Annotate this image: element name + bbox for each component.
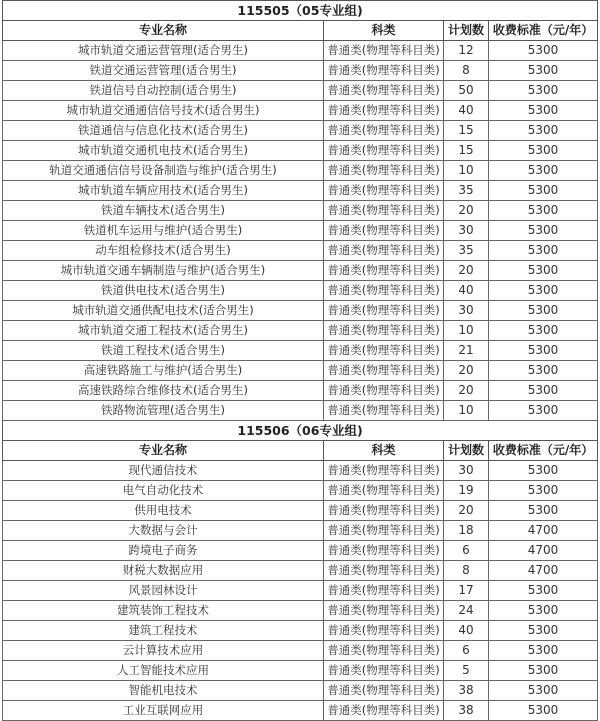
fee-cell: 5300 bbox=[489, 261, 598, 281]
plan-count-cell: 12 bbox=[444, 41, 489, 61]
table-row bbox=[3, 261, 598, 281]
major-name-cell: 跨境电子商务 bbox=[3, 541, 324, 561]
plan-count-cell: 10 bbox=[444, 321, 489, 341]
plan-count-cell: 10 bbox=[444, 161, 489, 181]
fee-cell: 5300 bbox=[489, 681, 598, 701]
table-row bbox=[3, 681, 598, 701]
category-cell: 普通类(物理等科目类) bbox=[324, 461, 444, 481]
category-cell: 普通类(物理等科目类) bbox=[324, 481, 444, 501]
plan-count-cell: 20 bbox=[444, 201, 489, 221]
plan-count-cell: 15 bbox=[444, 121, 489, 141]
plan-count-cell: 10 bbox=[444, 401, 489, 421]
table-row bbox=[3, 341, 598, 361]
plan-count-cell: 20 bbox=[444, 361, 489, 381]
fee-cell: 5300 bbox=[489, 701, 598, 721]
table-row bbox=[3, 81, 598, 101]
header-major-name: 专业名称 bbox=[3, 441, 324, 461]
table-row bbox=[3, 381, 598, 401]
plan-count-cell: 8 bbox=[444, 61, 489, 81]
plan-count-cell: 15 bbox=[444, 141, 489, 161]
plan-count-cell: 24 bbox=[444, 601, 489, 621]
category-cell: 普通类(物理等科目类) bbox=[324, 101, 444, 121]
plan-count-cell: 40 bbox=[444, 621, 489, 641]
category-cell: 普通类(物理等科目类) bbox=[324, 301, 444, 321]
fee-cell: 5300 bbox=[489, 581, 598, 601]
table-row bbox=[3, 581, 598, 601]
table-row bbox=[3, 361, 598, 381]
fee-cell: 5300 bbox=[489, 221, 598, 241]
table-row bbox=[3, 161, 598, 181]
major-name-cell: 城市轨道交通车辆制造与维护(适合男生) bbox=[3, 261, 324, 281]
major-name-cell: 供用电技术 bbox=[3, 501, 324, 521]
plan-count-cell: 6 bbox=[444, 541, 489, 561]
fee-cell: 5300 bbox=[489, 61, 598, 81]
fee-cell: 5300 bbox=[489, 481, 598, 501]
category-cell: 普通类(物理等科目类) bbox=[324, 581, 444, 601]
header-fee: 收费标准（元/年） bbox=[489, 21, 598, 41]
category-cell: 普通类(物理等科目类) bbox=[324, 561, 444, 581]
category-cell: 普通类(物理等科目类) bbox=[324, 601, 444, 621]
fee-cell: 5300 bbox=[489, 501, 598, 521]
fee-cell: 5300 bbox=[489, 621, 598, 641]
category-cell: 普通类(物理等科目类) bbox=[324, 281, 444, 301]
fee-cell: 5300 bbox=[489, 121, 598, 141]
major-name-cell: 动车组检修技术(适合男生) bbox=[3, 241, 324, 261]
plan-count-cell: 8 bbox=[444, 561, 489, 581]
plan-count-cell: 30 bbox=[444, 461, 489, 481]
category-cell: 普通类(物理等科目类) bbox=[324, 61, 444, 81]
plan-count-cell: 20 bbox=[444, 381, 489, 401]
plan-count-cell: 5 bbox=[444, 661, 489, 681]
fee-cell: 5300 bbox=[489, 81, 598, 101]
fee-cell: 5300 bbox=[489, 461, 598, 481]
table-row bbox=[3, 101, 598, 121]
major-name-cell: 城市轨道交通运营管理(适合男生) bbox=[3, 41, 324, 61]
table-row bbox=[3, 481, 598, 501]
category-cell: 普通类(物理等科目类) bbox=[324, 381, 444, 401]
plan-count-cell: 19 bbox=[444, 481, 489, 501]
fee-cell: 5300 bbox=[489, 301, 598, 321]
table-row bbox=[3, 61, 598, 81]
table-row bbox=[3, 541, 598, 561]
major-name-cell: 高速铁路综合维修技术(适合男生) bbox=[3, 381, 324, 401]
major-name-cell: 铁道交通运营管理(适合男生) bbox=[3, 61, 324, 81]
plan-count-cell: 30 bbox=[444, 301, 489, 321]
header-plan-count: 计划数 bbox=[444, 21, 489, 41]
plan-count-cell: 38 bbox=[444, 701, 489, 721]
major-name-cell: 财税大数据应用 bbox=[3, 561, 324, 581]
category-cell: 普通类(物理等科目类) bbox=[324, 141, 444, 161]
fee-cell: 5300 bbox=[489, 321, 598, 341]
major-name-cell: 城市轨道交通供配电技术(适合男生) bbox=[3, 301, 324, 321]
plan-count-cell: 20 bbox=[444, 501, 489, 521]
table-row bbox=[3, 701, 598, 721]
major-name-cell: 铁路物流管理(适合男生) bbox=[3, 401, 324, 421]
fee-cell: 4700 bbox=[489, 541, 598, 561]
table-row bbox=[3, 461, 598, 481]
table-row bbox=[3, 661, 598, 681]
plan-count-cell: 35 bbox=[444, 181, 489, 201]
table-row bbox=[3, 221, 598, 241]
plan-count-cell: 20 bbox=[444, 261, 489, 281]
table-row bbox=[3, 301, 598, 321]
major-name-cell: 建筑工程技术 bbox=[3, 621, 324, 641]
table-row bbox=[3, 601, 598, 621]
major-name-cell: 风景园林设计 bbox=[3, 581, 324, 601]
plan-count-cell: 30 bbox=[444, 221, 489, 241]
category-cell: 普通类(物理等科目类) bbox=[324, 241, 444, 261]
major-name-cell: 电气自动化技术 bbox=[3, 481, 324, 501]
plan-count-cell: 40 bbox=[444, 101, 489, 121]
major-name-cell: 铁道工程技术(适合男生) bbox=[3, 341, 324, 361]
category-cell: 普通类(物理等科目类) bbox=[324, 321, 444, 341]
column-header-row bbox=[3, 21, 598, 41]
major-name-cell: 现代通信技术 bbox=[3, 461, 324, 481]
major-name-cell: 铁道机车运用与维护(适合男生) bbox=[3, 221, 324, 241]
table-row bbox=[3, 501, 598, 521]
header-fee: 收费标准（元/年） bbox=[489, 441, 598, 461]
header-plan-count: 计划数 bbox=[444, 441, 489, 461]
fee-cell: 5300 bbox=[489, 141, 598, 161]
category-cell: 普通类(物理等科目类) bbox=[324, 181, 444, 201]
plan-count-cell: 18 bbox=[444, 521, 489, 541]
header-major-name: 专业名称 bbox=[3, 21, 324, 41]
fee-cell: 5300 bbox=[489, 381, 598, 401]
table-row bbox=[3, 281, 598, 301]
table-row bbox=[3, 321, 598, 341]
fee-cell: 5300 bbox=[489, 341, 598, 361]
major-name-cell: 轨道交通通信信号设备制造与维护(适合男生) bbox=[3, 161, 324, 181]
major-name-cell: 智能机电技术 bbox=[3, 681, 324, 701]
category-cell: 普通类(物理等科目类) bbox=[324, 41, 444, 61]
fee-cell: 5300 bbox=[489, 101, 598, 121]
column-header-row bbox=[3, 441, 598, 461]
fee-cell: 5300 bbox=[489, 641, 598, 661]
category-cell: 普通类(物理等科目类) bbox=[324, 261, 444, 281]
major-name-cell: 高速铁路施工与维护(适合男生) bbox=[3, 361, 324, 381]
plan-count-cell: 50 bbox=[444, 81, 489, 101]
table-row bbox=[3, 641, 598, 661]
category-cell: 普通类(物理等科目类) bbox=[324, 681, 444, 701]
category-cell: 普通类(物理等科目类) bbox=[324, 501, 444, 521]
group-title-row bbox=[3, 1, 598, 21]
fee-cell: 5300 bbox=[489, 41, 598, 61]
major-name-cell: 城市轨道交通通信信号技术(适合男生) bbox=[3, 101, 324, 121]
category-cell: 普通类(物理等科目类) bbox=[324, 121, 444, 141]
major-name-cell: 铁道信号自动控制(适合男生) bbox=[3, 81, 324, 101]
fee-cell: 5300 bbox=[489, 361, 598, 381]
fee-cell: 5300 bbox=[489, 201, 598, 221]
category-cell: 普通类(物理等科目类) bbox=[324, 641, 444, 661]
table-row bbox=[3, 561, 598, 581]
enrollment-plan-table bbox=[2, 0, 598, 721]
group-title: 115505（05专业组) bbox=[3, 1, 598, 21]
table-row bbox=[3, 41, 598, 61]
category-cell: 普通类(物理等科目类) bbox=[324, 81, 444, 101]
fee-cell: 5300 bbox=[489, 661, 598, 681]
table-row bbox=[3, 141, 598, 161]
category-cell: 普通类(物理等科目类) bbox=[324, 221, 444, 241]
major-name-cell: 铁道通信与信息化技术(适合男生) bbox=[3, 121, 324, 141]
category-cell: 普通类(物理等科目类) bbox=[324, 621, 444, 641]
group-title: 115506（06专业组) bbox=[3, 421, 598, 441]
major-name-cell: 人工智能技术应用 bbox=[3, 661, 324, 681]
group-title-row bbox=[3, 421, 598, 441]
table-row bbox=[3, 401, 598, 421]
major-name-cell: 铁道供电技术(适合男生) bbox=[3, 281, 324, 301]
major-name-cell: 云计算技术应用 bbox=[3, 641, 324, 661]
fee-cell: 4700 bbox=[489, 561, 598, 581]
fee-cell: 5300 bbox=[489, 161, 598, 181]
table-row bbox=[3, 181, 598, 201]
plan-count-cell: 6 bbox=[444, 641, 489, 661]
fee-cell: 4700 bbox=[489, 521, 598, 541]
category-cell: 普通类(物理等科目类) bbox=[324, 661, 444, 681]
plan-count-cell: 38 bbox=[444, 681, 489, 701]
fee-cell: 5300 bbox=[489, 241, 598, 261]
category-cell: 普通类(物理等科目类) bbox=[324, 161, 444, 181]
plan-count-cell: 40 bbox=[444, 281, 489, 301]
fee-cell: 5300 bbox=[489, 401, 598, 421]
header-category: 科类 bbox=[324, 441, 444, 461]
major-name-cell: 大数据与会计 bbox=[3, 521, 324, 541]
category-cell: 普通类(物理等科目类) bbox=[324, 541, 444, 561]
table-row bbox=[3, 241, 598, 261]
plan-count-cell: 35 bbox=[444, 241, 489, 261]
major-name-cell: 城市轨道车辆应用技术(适合男生) bbox=[3, 181, 324, 201]
major-name-cell: 工业互联网应用 bbox=[3, 701, 324, 721]
category-cell: 普通类(物理等科目类) bbox=[324, 201, 444, 221]
major-name-cell: 建筑装饰工程技术 bbox=[3, 601, 324, 621]
fee-cell: 5300 bbox=[489, 181, 598, 201]
fee-cell: 5300 bbox=[489, 281, 598, 301]
table-row bbox=[3, 201, 598, 221]
table-body bbox=[3, 1, 598, 721]
major-name-cell: 铁道车辆技术(适合男生) bbox=[3, 201, 324, 221]
major-name-cell: 城市轨道交通工程技术(适合男生) bbox=[3, 321, 324, 341]
category-cell: 普通类(物理等科目类) bbox=[324, 361, 444, 381]
plan-count-cell: 17 bbox=[444, 581, 489, 601]
category-cell: 普通类(物理等科目类) bbox=[324, 701, 444, 721]
header-category: 科类 bbox=[324, 21, 444, 41]
fee-cell: 5300 bbox=[489, 601, 598, 621]
table-row bbox=[3, 521, 598, 541]
category-cell: 普通类(物理等科目类) bbox=[324, 401, 444, 421]
category-cell: 普通类(物理等科目类) bbox=[324, 521, 444, 541]
major-name-cell: 城市轨道交通机电技术(适合男生) bbox=[3, 141, 324, 161]
table-row bbox=[3, 621, 598, 641]
category-cell: 普通类(物理等科目类) bbox=[324, 341, 444, 361]
table-row bbox=[3, 121, 598, 141]
plan-count-cell: 21 bbox=[444, 341, 489, 361]
